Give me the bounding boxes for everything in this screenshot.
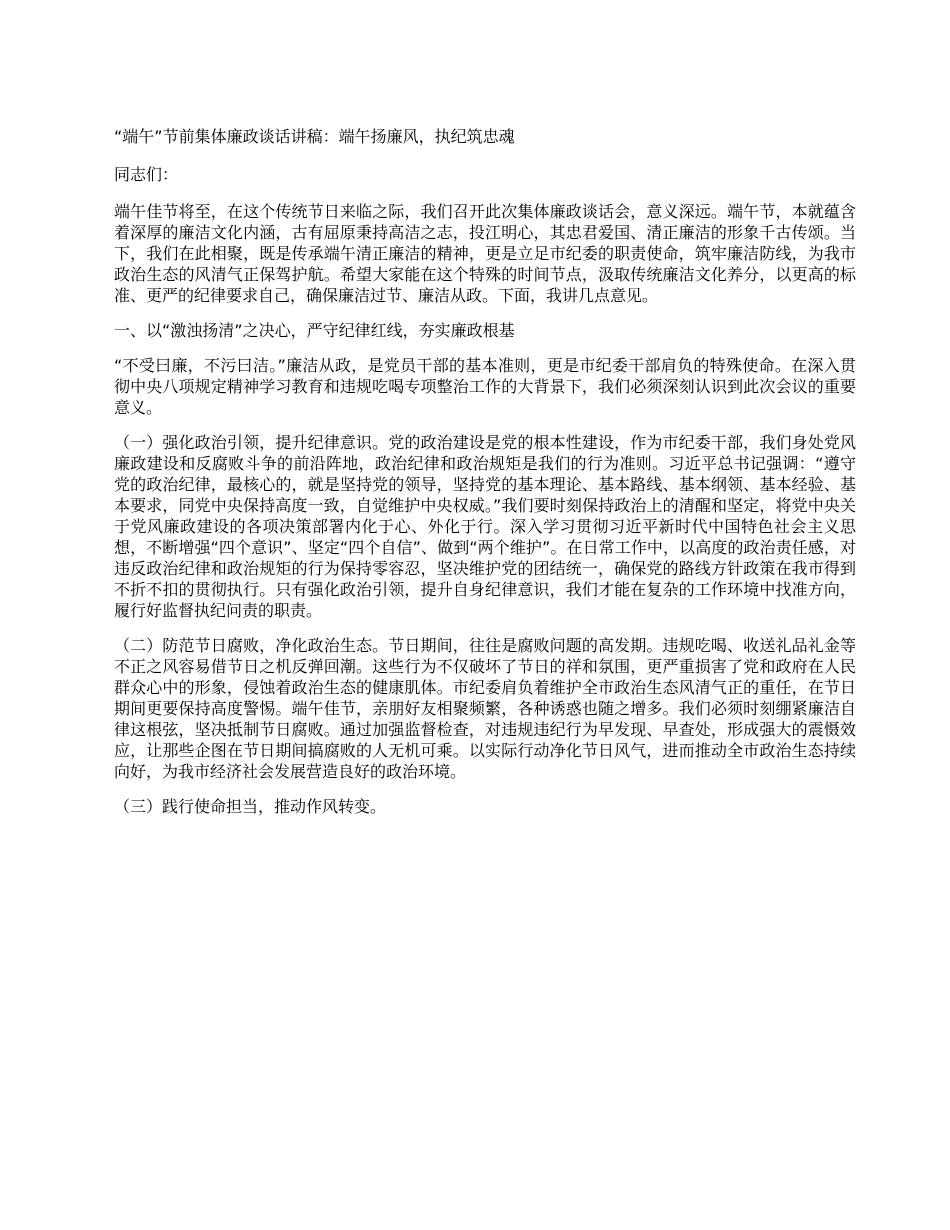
subsection-2-paragraph: （二）防范节日腐败，净化政治生态。节日期间，往往是腐败问题的高发期。违规吃喝、收送礼品礼金等不正之风容易借节日之机反弹回潮。这些行为不仅破坏了节日的祥和氛围，更严重损害了党和政府在人民群众心中的形象，侵蚀着政治生态的健康肌体。市纪委肩负着维护全市政治生态风清气正的重任，在节日期间更要保持高度警惕。端午佳节，亲朋好友相聚频繁，各种诱惑也随之增多。我们必须时刻绷紧廉洁自律这根弦，坚决抵制节日腐败。通过加强监督检查，对违规违纪行为早发现、早查处，形成强大的震慑效应，让那些企图在节日期间搞腐败的人无机可乘。以实际行动净化节日风气，进而推动全市政治生态持续向好，为我市经济社会发展营造良好的政治环境。 (114, 636, 856, 781)
document-page (114, 126, 856, 831)
salutation: 同志们： (114, 165, 179, 184)
section-heading-1: 一、以“激浊扬清”之决心，严守纪律红线，夯实廉政根基 (114, 321, 515, 340)
intro-paragraph: 端午佳节将至，在这个传统节日来临之际，我们召开此次集体廉政谈话会，意义深远。端午节，本就蕴含着深厚的廉洁文化内涵，古有屈原秉持高洁之志，投江明心，其忠君爱国、清正廉洁的形象千古传颂。当下，我们在此相聚，既是传承端午清正廉洁的精神，更是立足市纪委的职责使命，筑牢廉洁防线，为我市政治生态的风清气正保驾护航。希望大家能在这个特殊的时间节点，汲取传统廉洁文化养分，以更高的标准、更严的纪律要求自己，确保廉洁过节、廉洁从政。下面，我讲几点意见。 (114, 202, 856, 305)
document-title: “端午”节前集体廉政谈话讲稿：端午扬廉风，执纪筑忠魂 (114, 127, 515, 146)
section-1-intro-paragraph: “不受曰廉，不污曰洁。”廉洁从政，是党员干部的基本准则，更是市纪委干部肩负的特殊使命。在深入贯彻中央八项规定精神学习教育和违规吃喝专项整治工作的大背景下，我们必须深刻认识到此次会议的重要意义。 (114, 356, 856, 417)
subsection-1-paragraph: （一）强化政治引领，提升纪律意识。党的政治建设是党的根本性建设，作为市纪委干部，我们身处党风廉政建设和反腐败斗争的前沿阵地，政治纪律和政治规矩是我们的行为准则。习近平总书记强调：“遵守党的政治纪律，最核心的，就是坚持党的领导，坚持党的基本理论、基本路线、基本纲领、基本经验、基本要求，同党中央保持高度一致，自觉维护中央权威。”我们要时刻保持政治上的清醒和坚定，将党中央关于党风廉政建设的各项决策部署内化于心、外化于行。深入学习贯彻习近平新时代中国特色社会主义思想，不断增强“四个意识”、坚定“四个自信”、做到“两个维护”。在日常工作中，以高度的政治责任感，对违反政治纪律和政治规矩的行为保持零容忍，坚决维护党的团结统一，确保党的路线方针政策在我市得到不折不扣的贯彻执行。只有强化政治引领，提升自身纪律意识，我们才能在复杂的工作环境中找准方向，履行好监督执纪问责的职责。 (114, 433, 856, 620)
subsection-3-heading: （三）践行使命担当，推动作风转变。 (114, 797, 387, 816)
